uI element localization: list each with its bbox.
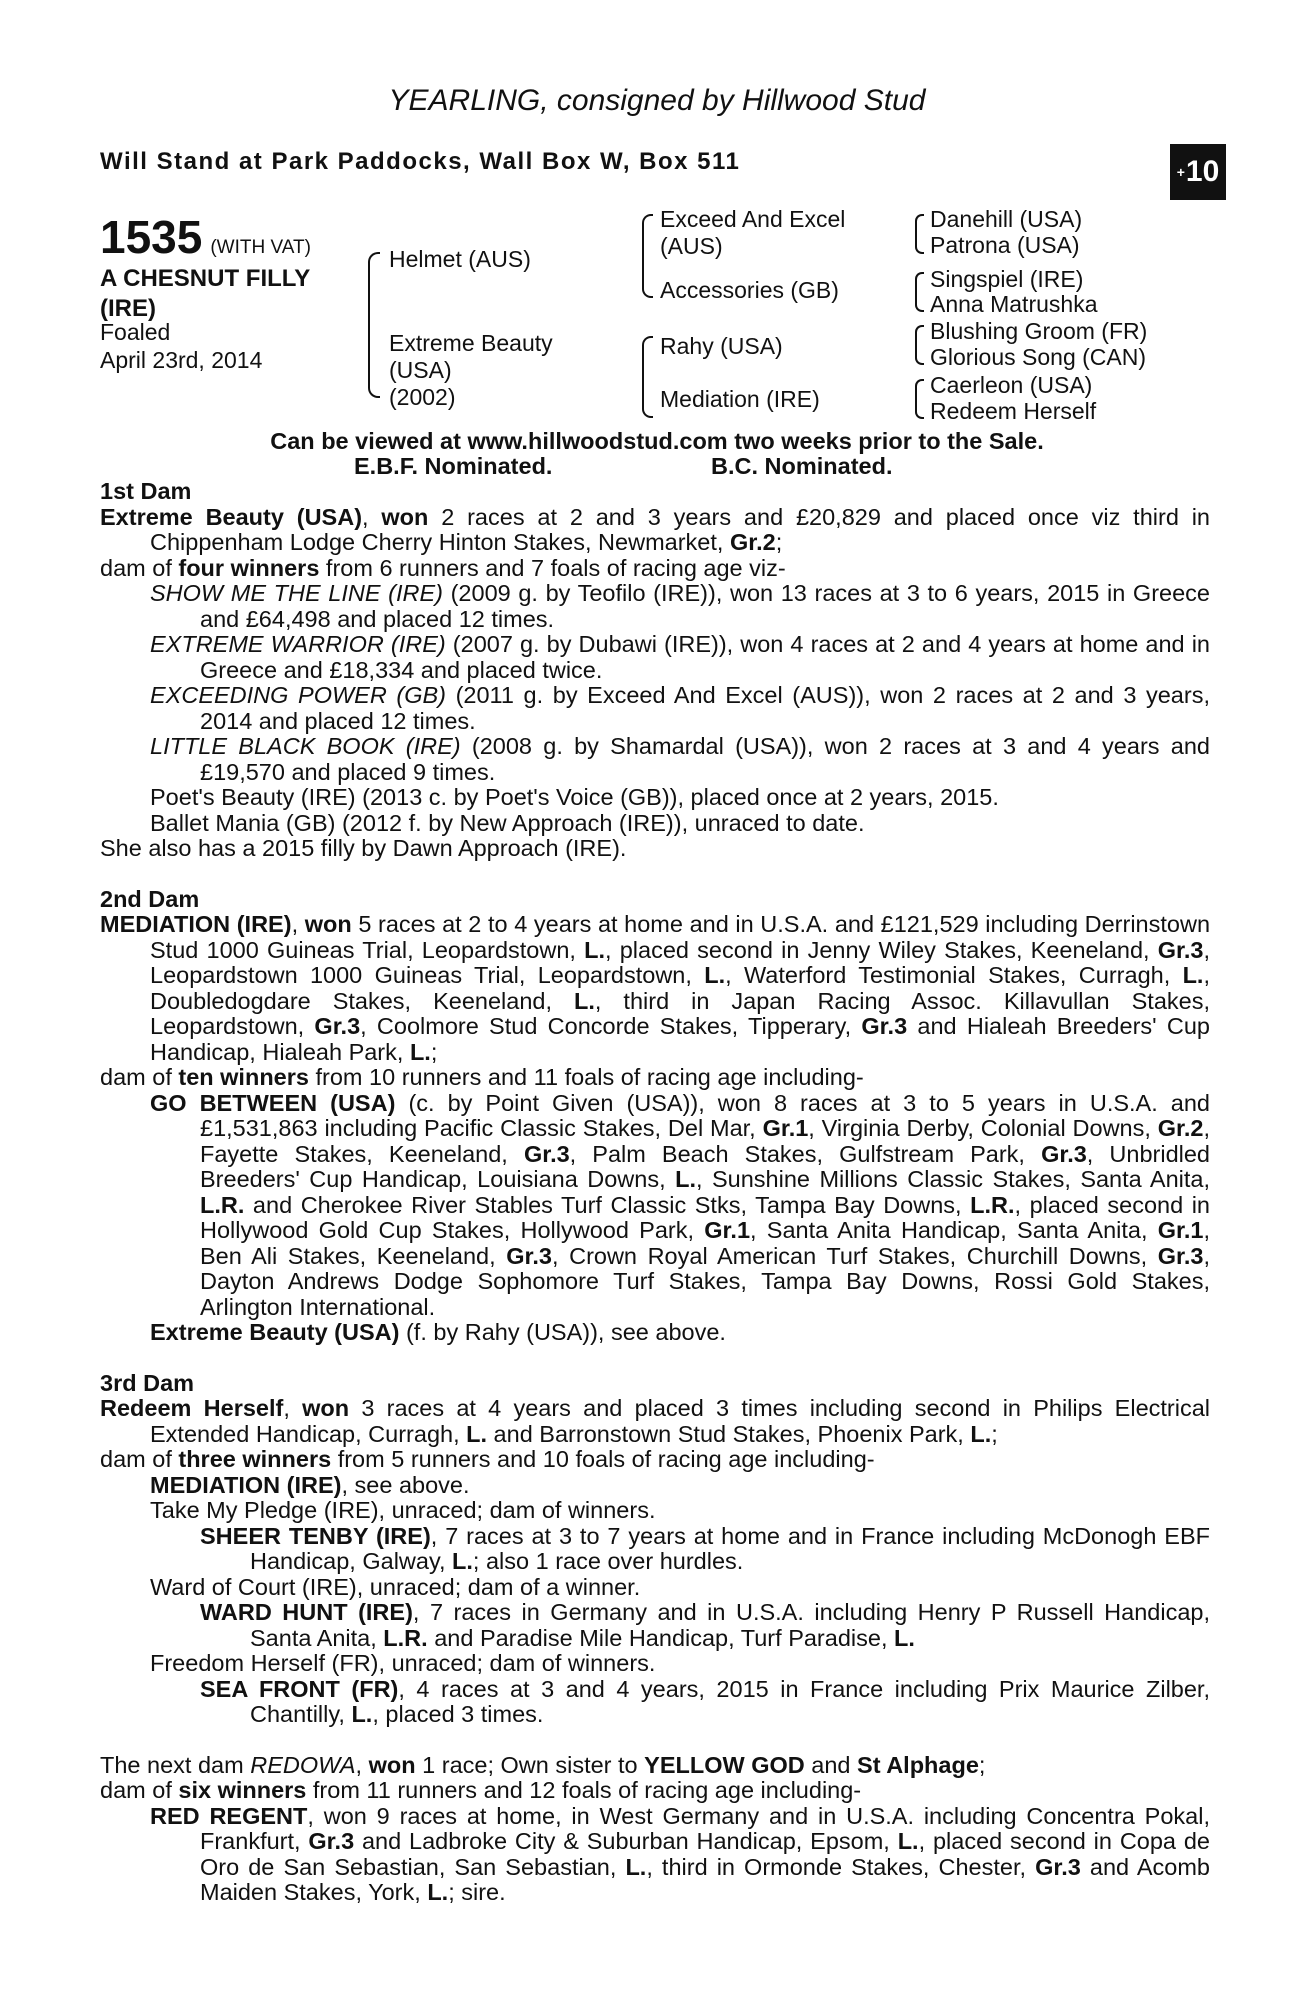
second-dam-heading: 2nd Dam — [100, 885, 200, 912]
horse-name: MEDIATION (IRE) — [150, 1471, 342, 1498]
text: , Leopardstown 1000 Guineas Trial, Leopardstown, — [150, 936, 1211, 988]
ebf-nomination: E.B.F. Nominated. — [354, 453, 553, 479]
pedigree-sire-dam: Accessories (GB) — [660, 277, 839, 303]
won-label: won — [304, 911, 352, 937]
text: and Cherokee River Stables Turf Classic Stks, Tampa Bay Downs, — [244, 1191, 971, 1218]
lot-description-line-1: A CHESNUT FILLY — [100, 265, 311, 292]
pedigree-sire: Helmet (AUS) — [389, 246, 531, 272]
won-label: won — [302, 1395, 350, 1421]
next-dam-produce-summary — [100, 1778, 1210, 1804]
text: dam of — [100, 1064, 179, 1090]
pedigree-g3: Singspiel (IRE) — [930, 266, 1084, 292]
text: from 11 runners and 12 foals of racing age including- — [306, 1777, 862, 1803]
grade: L. — [970, 1420, 992, 1447]
pedigree-dam-sire: Rahy (USA) — [660, 333, 783, 359]
grade: Gr.3 — [1157, 936, 1204, 963]
text: (2008 g. by Shamardal (USA)), won 2 races at 3 and 4 years and £19,570 and placed 9 times. — [200, 733, 1210, 785]
text: , Virginia Derby, Colonial Downs, — [808, 1115, 1158, 1141]
grade: L.R. — [200, 1191, 245, 1218]
first-dam-name: Extreme Beauty (USA) — [100, 503, 363, 530]
text: 2 races at 2 and 3 years and £20,829 and placed once viz third in Chippenham Lodge Cherry Hinton Stakes, Newmarket, — [150, 503, 1210, 555]
pedigree-dam-line-2: (USA) — [389, 357, 452, 383]
text: and — [804, 1751, 858, 1778]
text: and Acomb Maiden Stakes, York, — [200, 1853, 1211, 1905]
produce-entry: Poet's Beauty (IRE) (2013 c. by Poet's Voice (GB)), placed once at 2 years, 2015. — [150, 784, 999, 810]
text: ; sire. — [448, 1879, 506, 1905]
winners-count: ten winners — [178, 1064, 309, 1090]
lot-description — [100, 264, 380, 324]
text: dam of — [100, 1777, 179, 1803]
grade: L. — [675, 1166, 696, 1192]
grade: L. — [452, 1548, 473, 1574]
produce-entry — [100, 1524, 1210, 1575]
lot-badge — [1170, 144, 1226, 200]
pedigree-brace-dam — [642, 336, 653, 418]
text: , Fayette Stakes, Keeneland, — [200, 1115, 1210, 1167]
horse-name: SHOW ME THE LINE (IRE) — [150, 580, 443, 606]
text: , — [355, 1751, 369, 1778]
produce-entry — [100, 1320, 1210, 1346]
viewing-note: Can be viewed at www.hillwoodstud.com two weeks prior to the Sale. — [270, 428, 1044, 454]
pedigree-g2: Patrona (USA) — [930, 232, 1080, 258]
produce-entry — [100, 1804, 1210, 1906]
second-dam-record: MEDIATION (IRE), won 5 races at 2 to 4 years at home and in U.S.A. and £121,529 including Derrinstown Stud 1000 Guineas Trial, Leopardstown, L., placed second in Jenny Wiley Stakes, Keeneland, Gr.3, Leopardstown 1000 Guineas Trial, Leopardstown, L., Waterford Testimonial Stakes, Curragh, L., Doubledogdare Stakes, Keeneland, L., third in Japan Racing Assoc. Killavullan Stakes, Leopardstown, Gr.3, Coolmore Stud Concorde Stakes, Tipperary, Gr.3 and Hialeah Breeders' Cup Handicap, Hialeah Park, L.; — [100, 911, 1211, 1065]
text: from 5 runners and 10 foals of racing age including- — [331, 1446, 875, 1472]
pedigree-g1: Danehill (USA) — [930, 206, 1083, 232]
produce-entry — [100, 734, 1210, 785]
horse-name: EXCEEDING POWER (GB) — [150, 682, 446, 708]
grade: Gr.2 — [729, 529, 776, 555]
pedigree-g7: Caerleon (USA) — [930, 372, 1093, 398]
horse-name: St Alphage — [857, 1751, 979, 1778]
text: , placed second in Hollywood Gold Cup Stakes, Hollywood Park, — [200, 1191, 1210, 1243]
grade: L. — [897, 1828, 919, 1854]
text: 5 races at 2 to 4 years at home and in U.S.A. and £121,529 including Derrinstown Stud 1000 Guineas Trial, Leopardstown, — [150, 911, 1211, 963]
pedigree-dam-line-3: (2002) — [389, 384, 456, 410]
text: The next dam — [100, 1751, 251, 1778]
pedigree-dam — [389, 330, 553, 411]
horse-name: YELLOW GOD — [644, 1751, 805, 1778]
lot-number: 1535 — [100, 211, 203, 263]
text: , won 9 races at home, in West Germany and in U.S.A. including Concentra Pokal, Frankfurt, — [200, 1802, 1210, 1854]
page-header: YEARLING, consigned by Hillwood Stud — [388, 84, 926, 117]
horse-name: LITTLE BLACK BOOK (IRE) — [150, 733, 461, 759]
text: , 7 races at 3 to 7 years at home and in France including McDonogh EBF Handicap, Galway, — [250, 1522, 1210, 1574]
lot-vat: (WITH VAT) — [210, 237, 311, 258]
badge-value: 10 — [1185, 155, 1220, 188]
text: from 6 runners and 7 foals of racing age viz- — [319, 554, 786, 581]
produce-entry — [100, 632, 1210, 683]
text: , 4 races at 3 and 4 years, 2015 in France including Prix Maurice Zilber, Chantilly, — [250, 1675, 1210, 1727]
text: , Waterford Testimonial Stakes, Curragh, — [725, 962, 1183, 988]
text: ; also 1 race over hurdles. — [472, 1548, 744, 1574]
won-label: won — [381, 503, 429, 530]
text: (2007 g. by Dubawi (IRE)), won 4 races at 2 and 4 years at home and in Greece and £18,334 and placed twice. — [200, 631, 1210, 683]
horse-name: RED REGENT — [150, 1802, 308, 1829]
text: ; — [978, 1751, 986, 1778]
lot-description-line-2: (IRE) — [100, 295, 156, 322]
grade: Gr.3 — [523, 1140, 570, 1167]
horse-name: Extreme Beauty (USA) — [150, 1319, 400, 1345]
grade: Gr.1 — [704, 1217, 751, 1243]
text: and Barronstown Stud Stakes, Phoenix Park, — [487, 1420, 971, 1447]
winners-count: three winners — [178, 1446, 332, 1472]
text: , placed second in Copa de Oro de San Sebastian, San Sebastian, — [200, 1828, 1210, 1880]
foaled — [100, 318, 262, 374]
pedigree-g5: Blushing Groom (FR) — [930, 318, 1148, 344]
won-label: won — [368, 1751, 416, 1778]
next-dam-name: REDOWA — [250, 1751, 356, 1778]
text: , Ben Ali Stakes, Keeneland, — [200, 1217, 1210, 1269]
second-dam-produce-summary — [100, 1065, 1210, 1091]
text: (c. by Point Given (USA)), won 8 races at 3 to 5 years in U.S.A. and £1,531,863 including Pacific Classic Stakes, Del Mar, — [200, 1089, 1210, 1141]
grade: L. — [894, 1624, 915, 1651]
grade: L. — [704, 962, 726, 988]
third-dam-heading: 3rd Dam — [100, 1369, 195, 1396]
first-dam-heading: 1st Dam — [100, 478, 192, 504]
grade: Gr.3 — [861, 1013, 908, 1039]
horse-name: WARD HUNT (IRE) — [200, 1599, 413, 1625]
stand-line: Will Stand at Park Paddocks, Wall Box W, Box 511 — [100, 148, 741, 175]
text: , Crown Royal American Turf Stakes, Churchill Downs, — [551, 1242, 1158, 1269]
third-dam-record: Redeem Herself, won 3 races at 4 years and placed 3 times including second in Philips Electrical Extended Handicap, Curragh, L. and Barronstown Stud Stakes, Phoenix Park, L.; — [100, 1395, 1211, 1447]
produce-entry: Ballet Mania (GB) (2012 f. by New Approach (IRE)), unraced to date. — [150, 809, 865, 836]
pedigree-brace-g2 — [915, 272, 924, 312]
grade: L.R. — [383, 1624, 428, 1651]
text: , Doubledogdare Stakes, Keeneland, — [150, 962, 1210, 1014]
pedigree-dam-line-1: Extreme Beauty — [389, 330, 553, 356]
produce-entry — [100, 1600, 1210, 1651]
produce-entry: Ward of Court (IRE), unraced; dam of a winner. — [150, 1573, 641, 1600]
text: , placed 3 times. — [372, 1701, 544, 1727]
text: ; — [991, 1420, 998, 1447]
pedigree-brace-g4 — [915, 379, 924, 419]
text: and Paradise Mile Handicap, Turf Paradise, — [427, 1624, 894, 1651]
badge-plus: + — [1176, 164, 1185, 180]
bc-nomination: B.C. Nominated. — [711, 453, 893, 479]
grade: Gr.3 — [1035, 1853, 1081, 1880]
text: , see above. — [341, 1471, 470, 1498]
grade: Gr.3 — [1157, 1242, 1204, 1269]
foaled-label: Foaled — [100, 319, 171, 345]
pedigree-sire-sire — [660, 206, 845, 260]
text: (2009 g. by Teofilo (IRE)), won 13 races at 3 to 6 years, 2015 in Greece and £64,498 and placed 12 times. — [200, 580, 1210, 632]
grade: Gr.2 — [1157, 1115, 1204, 1141]
winners-count: six winners — [178, 1777, 307, 1803]
text: , Unbridled Breeders' Cup Handicap, Louisiana Downs, — [200, 1140, 1211, 1192]
text: , 7 races in Germany and in U.S.A. including Henry P Russell Handicap, Santa Anita, — [250, 1599, 1210, 1651]
text: ; — [430, 1038, 438, 1065]
text: (f. by Rahy (USA)), see above. — [399, 1319, 726, 1345]
produce-entry — [100, 1677, 1210, 1728]
horse-name: EXTREME WARRIOR (IRE) — [150, 631, 446, 657]
text: 3 races at 4 years and placed 3 times including second in Philips Electrical Extended Handicap, Curragh, — [150, 1395, 1211, 1447]
produce-entry: Take My Pledge (IRE), unraced; dam of winners. — [150, 1497, 656, 1523]
pedigree-g8: Redeem Herself — [930, 398, 1097, 424]
text: , Sunshine Millions Classic Stakes, Santa Anita, — [695, 1166, 1210, 1192]
text: , Dayton Andrews Dodge Sophomore Turf Stakes, Tampa Bay Downs, Rossi Gold Stakes, Arlington International. — [200, 1242, 1210, 1320]
second-dam-name: MEDIATION (IRE) — [100, 911, 292, 937]
third-dam-produce-summary — [100, 1447, 1210, 1473]
foaled-date: April 23rd, 2014 — [100, 347, 263, 373]
pedigree-g4: Anna Matrushka — [930, 291, 1098, 317]
produce-entry — [100, 1473, 1210, 1499]
text: , third in Ormonde Stakes, Chester, — [646, 1853, 1036, 1880]
text: , third in Japan Racing Assoc. Killavullan Stakes, Leopardstown, — [150, 987, 1210, 1039]
text: ; — [775, 529, 783, 555]
produce-entry — [100, 1091, 1210, 1321]
lot-number-block — [100, 210, 311, 264]
grade: L. — [409, 1038, 431, 1065]
first-dam-record: Extreme Beauty (USA), won 2 races at 2 and 3 years and £20,829 and placed once viz third in Chippenham Lodge Cherry Hinton Stakes, Newmarket, Gr.2; — [100, 503, 1210, 555]
grade: Gr.1 — [762, 1115, 809, 1141]
text: and Ladbroke City & Suburban Handicap, Epsom, — [354, 1828, 898, 1854]
horse-name: SHEER TENBY (IRE) — [200, 1522, 431, 1549]
grade: L. — [466, 1420, 488, 1447]
pedigree-sire-sire-line-1: Exceed And Excel — [660, 206, 846, 232]
grade: L.R. — [970, 1191, 1015, 1218]
grade: L. — [1182, 962, 1204, 988]
text: 1 race; Own sister to — [415, 1751, 645, 1778]
text: (2011 g. by Exceed And Excel (AUS)), won 2 races at 2 and 3 years, 2014 and placed 12 times. — [200, 682, 1210, 734]
grade: Gr.1 — [1157, 1217, 1204, 1243]
pedigree-body — [100, 479, 1210, 1906]
horse-name: GO BETWEEN (USA) — [150, 1089, 396, 1116]
pedigree-dam-dam: Mediation (IRE) — [660, 386, 820, 412]
grade: L. — [351, 1701, 373, 1727]
pedigree-g6: Glorious Song (CAN) — [930, 344, 1147, 370]
third-dam-name: Redeem Herself — [100, 1395, 284, 1421]
text: dam of — [100, 1446, 179, 1472]
first-dam-produce-summary — [100, 556, 1210, 582]
grade: L. — [584, 936, 606, 963]
produce-entry: Freedom Herself (FR), unraced; dam of winners. — [150, 1650, 656, 1676]
next-dam-record — [100, 1753, 1210, 1779]
grade: Gr.3 — [506, 1242, 552, 1269]
text: , placed second in Jenny Wiley Stakes, Keeneland, — [605, 936, 1158, 963]
winners-count: four winners — [178, 554, 320, 581]
produce-entry — [100, 581, 1210, 632]
first-dam-also: She also has a 2015 filly by Dawn Approach (IRE). — [100, 835, 627, 861]
grade: Gr.3 — [314, 1013, 361, 1039]
text: , Santa Anita Handicap, Santa Anita, — [750, 1217, 1158, 1243]
text: from 10 runners and 11 foals of racing age including- — [308, 1064, 864, 1090]
pedigree-brace-g3 — [915, 325, 924, 365]
text: , Palm Beach Stakes, Gulfstream Park, — [569, 1140, 1042, 1167]
pedigree-brace-sire — [642, 214, 653, 298]
grade: L. — [625, 1853, 647, 1880]
produce-entry — [100, 683, 1210, 734]
grade: L. — [427, 1879, 449, 1905]
text: , Coolmore Stud Concorde Stakes, Tipperary, — [360, 1013, 862, 1039]
grade: L. — [574, 987, 595, 1014]
text: dam of — [100, 554, 179, 581]
pedigree-sire-sire-line-2: (AUS) — [660, 233, 723, 259]
grade: Gr.3 — [308, 1828, 355, 1854]
text: and Hialeah Breeders' Cup Handicap, Hialeah Park, — [150, 1013, 1210, 1065]
pedigree-brace-main — [368, 252, 380, 398]
horse-name: SEA FRONT (FR) — [200, 1675, 399, 1702]
pedigree-brace-g1 — [915, 214, 924, 254]
grade: Gr.3 — [1041, 1140, 1087, 1167]
